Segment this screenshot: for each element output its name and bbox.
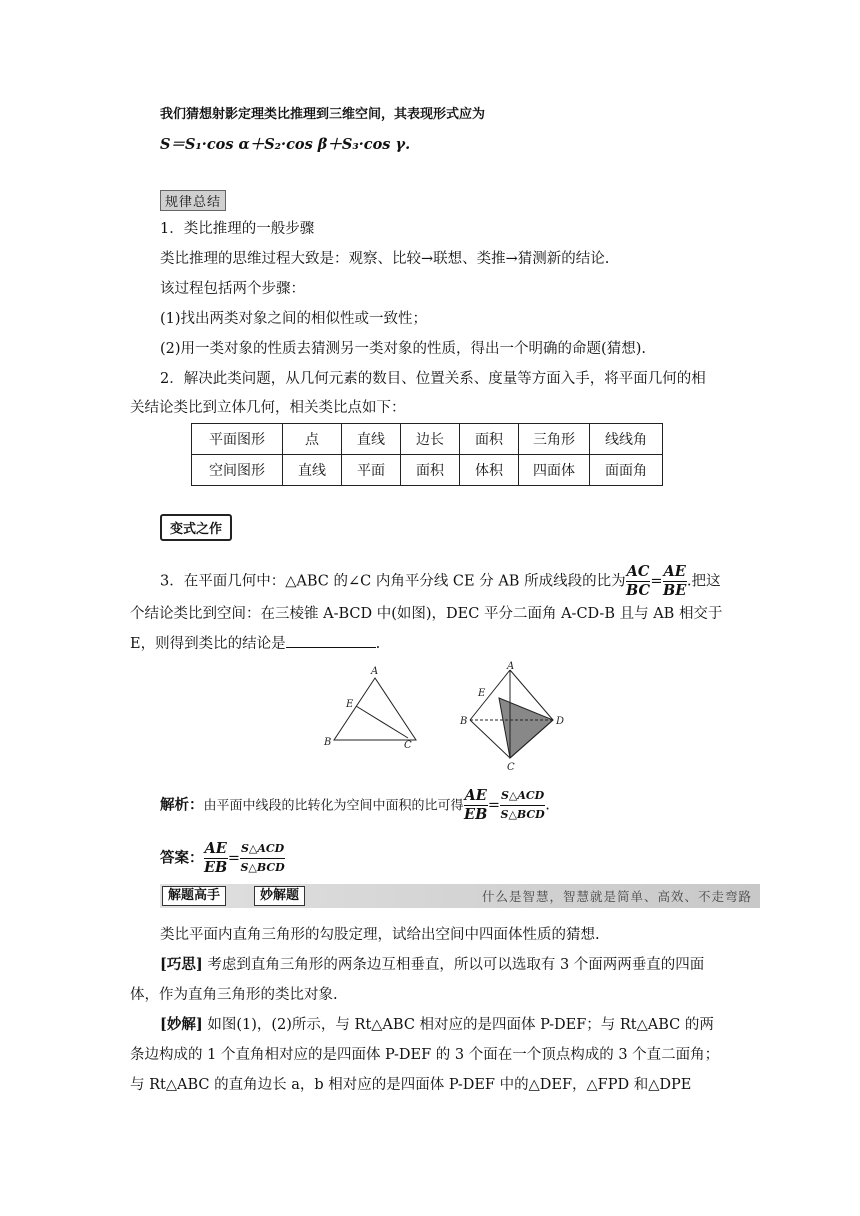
miaojie-line-1 (160, 1015, 714, 1035)
figures (320, 660, 610, 775)
section-dec (499, 698, 553, 758)
frac-num: S△ACD (500, 787, 545, 806)
fraction-area (500, 787, 545, 824)
question-text-c: E，则得到类比的结论是 (130, 636, 286, 652)
step-1: (1)找出两类对象之间的相似性或一致性； (160, 311, 428, 327)
comparison-table (191, 423, 663, 486)
step-title: 1．类比推理的一般步骤 (160, 221, 315, 237)
problem-statement: 类比平面内直角三角形的勾股定理，试给出空间中四面体性质的猜想. (160, 927, 600, 943)
analysis-line: 解析：由平面中线段的比转化为空间中面积的比可得 $\frac{AE}{EB}$ = $\frac{\text{S△ACD}}{\text{S△BCD}}$ . (160, 787, 550, 823)
label-a: A (371, 666, 379, 677)
frac-num: AE (464, 787, 487, 804)
qiaosi-line-2: 体，作为直角三角形的类比对象. (130, 987, 338, 1003)
qiaosi-line-1 (160, 955, 704, 975)
table-cell: 面面角 (590, 455, 663, 486)
table-row (192, 455, 663, 486)
intro-line: 我们猜想射影定理类比推理到三维空间，其表现形式应为 (160, 107, 486, 122)
bisector-ce (356, 706, 408, 738)
summary-tag: 规律总结 (160, 190, 226, 211)
miaojie-line-2: 条边构成的 1 个直角相对应的是四面体 P-DEF 的 3 个面在一个顶点构成的 3 个直二面角； (130, 1047, 720, 1063)
point-2-line-1: 2．解决此类问题，从几何元素的数目、位置关系、度量等方面入手，将平面几何的相 (160, 371, 706, 387)
fraction-ae-eb (464, 787, 488, 824)
banner-left: 解题高手 (162, 886, 226, 906)
label-e: E (346, 699, 354, 710)
frac-den: EB (464, 806, 488, 823)
answer-fraction-ae-eb (204, 840, 228, 877)
frac-num: AE (663, 563, 686, 580)
table-cell: 面积 (460, 424, 519, 455)
label-c: C (404, 740, 412, 751)
banner-right: 妙解题 (254, 886, 305, 906)
two-steps: 该过程包括两个步骤： (160, 281, 305, 297)
fraction-ae-be (663, 563, 687, 600)
question-line-2: 个结论类比到空间：在三棱锥 A-BCD 中(如图)，DEC 平分二面角 A-CD-B 且与 AB 相交于 (130, 606, 723, 622)
table-cell: 四面体 (519, 455, 590, 486)
answer-label: 答案： (160, 849, 204, 867)
equals: = (650, 573, 663, 590)
frac-num: S△ACD (240, 840, 285, 859)
question-text-b: .把这 (686, 573, 721, 590)
point-2-line-2: 关结论类比到立体几何，相关类比点如下： (130, 400, 406, 416)
answer-blank (286, 647, 376, 648)
section-banner (160, 884, 760, 908)
table-cell: 体积 (460, 455, 519, 486)
qiaosi-label: [巧思] (160, 956, 203, 973)
table-cell: 空间图形 (192, 455, 283, 486)
label-c: C (507, 762, 515, 773)
question-line-3 (130, 634, 380, 654)
qiaosi-text: 考虑到直角三角形的两条边互相垂直，所以可以选取有 3 个面两两垂直的四面 (207, 957, 705, 973)
table-cell: 线线角 (590, 424, 663, 455)
answer-fraction-area (240, 840, 285, 877)
table-cell: 直线 (342, 424, 401, 455)
table-cell: 边长 (401, 424, 460, 455)
frac-den: EB (204, 859, 228, 876)
answer-line: 答案： $\frac{AE}{EB}$ = $\frac{\text{S△ACD}}{\text{S△BCD}}$ (160, 840, 285, 876)
question-text-a: 3．在平面几何中：△ABC 的∠C 内角平分线 CE 分 AB 所成线段的比为 (160, 573, 626, 590)
miaojie-text: 如图(1)，(2)所示，与 Rt△ABC 相对应的是四面体 P-DEF；与 Rt△ABC 的两 (207, 1017, 714, 1033)
variant-tag: 变式之作 (160, 514, 232, 541)
label-a: A (507, 661, 515, 672)
step-desc: 类比推理的思维过程大致是：观察、比较→联想、类推→猜测新的结论. (160, 251, 610, 267)
frac-den: S△BCD (500, 808, 545, 821)
table-cell: 平面图形 (192, 424, 283, 455)
fraction-ac-bc (626, 563, 651, 600)
table-cell: 三角形 (519, 424, 590, 455)
table-cell: 点 (283, 424, 342, 455)
analysis-label: 解析： (160, 796, 204, 814)
question-end: . (375, 636, 381, 652)
intro-formula: S＝S₁·cos α＋S₂·cos β＋S₃·cos γ. (160, 136, 411, 153)
banner-motto: 什么是智慧，智慧就是简单、高效、不走弯路 (481, 889, 752, 904)
tetrahedron-figure (470, 670, 553, 758)
label-b: B (324, 737, 332, 748)
frac-den: BC (625, 582, 651, 599)
table-cell: 直线 (283, 455, 342, 486)
question-line-1 (160, 563, 720, 600)
label-e: E (478, 688, 486, 699)
frac-den: S△BCD (240, 861, 285, 874)
label-b: B (460, 716, 468, 727)
miaojie-line-3: 与 Rt△ABC 的直角边长 a，b 相对应的是四面体 P-DEF 中的△DEF，△FPD 和△DPE (130, 1077, 692, 1093)
table-cell: 平面 (342, 455, 401, 486)
frac-num: AE (204, 840, 227, 857)
table-cell: 面积 (401, 455, 460, 486)
step-2: (2)用一类对象的性质去猜测另一类对象的性质，得出一个明确的命题(猜想). (160, 341, 646, 357)
frac-num: AC (626, 563, 650, 580)
analysis-text: 由平面中线段的比转化为空间中面积的比可得 (203, 798, 464, 814)
frac-den: BE (663, 582, 687, 599)
miaojie-label: [妙解] (160, 1016, 203, 1033)
label-d: D (556, 716, 565, 727)
table-row (192, 424, 663, 455)
